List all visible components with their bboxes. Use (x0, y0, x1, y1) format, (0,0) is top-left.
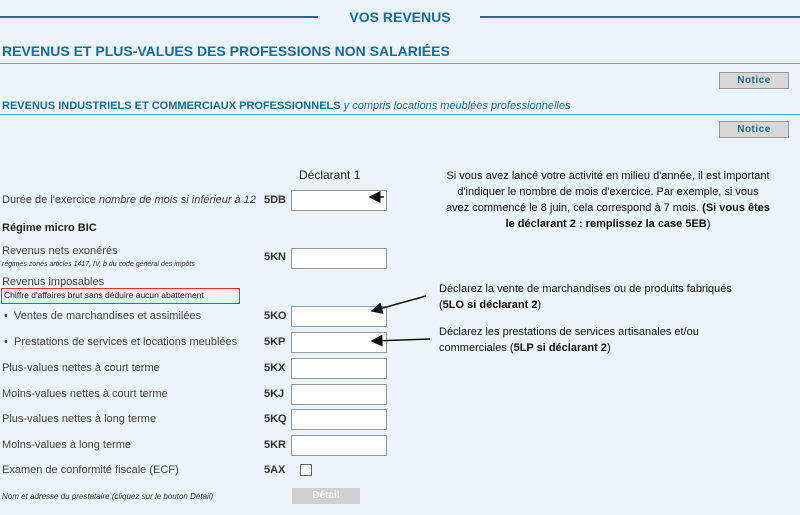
annotation-text: ) (537, 299, 542, 311)
ventes-label: Ventes de marchandises et assimilées (14, 310, 202, 322)
annotation-line: Si vous avez lancé votre activité en milieu d'année, il est important (446, 170, 770, 182)
bullet: • (4, 336, 8, 348)
column-header-declarant-1: Déclarant 1 (299, 168, 361, 182)
regime-title: Régime micro BIC (2, 222, 97, 234)
exoneres-label: Revenus nets exonérés (2, 245, 118, 257)
annotation-text: ( (439, 299, 443, 311)
code-5kr: 5KR (264, 439, 287, 451)
pv-long-label: Plus-values nettes à long terme (2, 413, 157, 425)
mv-long-label: Moins-values à long terme (2, 439, 132, 451)
annotation-line: Déclarez la vente de marchandises ou de produits fabriqués (439, 283, 732, 295)
section-title-non-salariees: REVENUS ET PLUS-VALUES DES PROFESSIONS NON SALARIÉES (2, 43, 450, 59)
exoneres-note: régimes zonés articles 1417, IV, b du code général des impôts (2, 261, 195, 268)
code-5db: 5DB (264, 194, 287, 206)
annotation-text: commerciales ( (439, 342, 514, 354)
annotation-text: ) (606, 342, 611, 354)
annotation-line: d'indiquer le nombre de mois d'exercice. Par exemple, si vous (457, 186, 759, 198)
prestations-label: Prestations de services et locations meublées (14, 336, 238, 348)
code-5kx: 5KX (264, 362, 286, 374)
imposables-title: Revenus imposables (2, 276, 105, 288)
mv-court-label: Moins-values nettes à court terme (2, 388, 168, 400)
code-5ax: 5AX (264, 464, 286, 476)
annotation-bold: 5LO si déclarant 2 (442, 299, 538, 311)
detail-button[interactable]: Détail (292, 488, 360, 504)
code-5kj: 5KJ (264, 388, 285, 400)
imposables-note: Chiffre d'affaires brut sans déduire aucun abattement (4, 290, 204, 300)
section-bic-subtitle: y compris locations meublées professionnelles (343, 100, 571, 112)
annotation-bold: le déclarant 2 : remplissez la case 5EB (505, 218, 707, 230)
annotation-bold: (Si vous êtes (702, 202, 771, 214)
duree-label-text: Durée de l'exercice (2, 194, 96, 206)
arrow-ventes (372, 296, 426, 311)
arrow-prestations (372, 339, 430, 341)
annotation-bold: 5LP si déclarant 2 (513, 342, 607, 354)
notice-button-2[interactable]: Notice (719, 121, 789, 138)
code-5kp: 5KP (264, 336, 286, 348)
section-bic-label: REVENUS INDUSTRIELS ET COMMERCIAUX PROFESSIONNELS (2, 100, 341, 112)
prestataire-label: Nom et adresse du prestataire (cliquez sur le bouton Détail) (2, 492, 214, 501)
code-5kn: 5KN (264, 251, 287, 263)
code-5kq: 5KQ (264, 413, 287, 425)
annotation-line: Déclarez les prestations de services artisanales et/ou (439, 326, 699, 338)
ecf-label: Examen de conformité fiscale (ECF) (2, 464, 179, 476)
annotation-text: avez commencé le 8 juin, cela correspond à 7 mois. (445, 202, 700, 214)
annotation-text: ) (706, 218, 711, 230)
page-title: VOS REVENUS (349, 9, 451, 25)
duree-label-italic: nombre de mois si inférieur à 12 (98, 194, 257, 206)
bullet: • (4, 310, 8, 322)
pv-court-label: Plus-values nettes à court terme (2, 362, 160, 374)
code-5ko: 5KO (264, 310, 287, 322)
notice-button-1[interactable]: Notice (719, 72, 789, 89)
